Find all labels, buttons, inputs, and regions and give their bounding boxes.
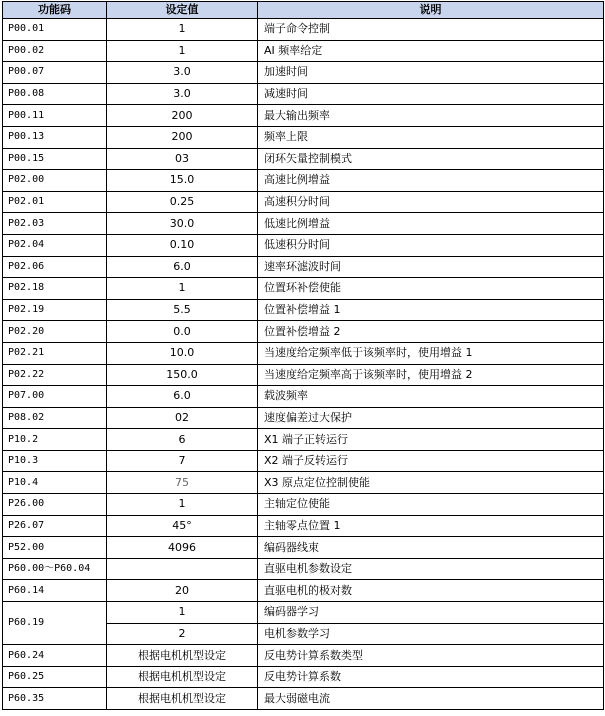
setting-value: 150.0 [107,364,258,386]
table-row [3,321,604,343]
description: 最大弱磁电流 [258,688,604,710]
description: X1 端子正转运行 [258,429,604,451]
table-row [3,494,604,516]
description: 速率环滤波时间 [258,256,604,278]
setting-value: 45° [107,515,258,537]
function-code: P02.06 [3,256,107,278]
description: 电机参数学习 [258,623,604,645]
table-row [3,558,604,580]
function-code: P60.19 [3,602,107,645]
function-code: P10.3 [3,450,107,472]
function-code: P08.02 [3,407,107,429]
table-row [3,213,604,235]
function-code: P02.19 [3,299,107,321]
table-row [3,645,604,667]
setting-value: 4096 [107,537,258,559]
table-row [3,19,604,41]
description: 高速积分时间 [258,191,604,213]
setting-value: 75 [107,472,258,494]
setting-value: 03 [107,148,258,170]
table-row [3,299,604,321]
setting-value: 1 [107,278,258,300]
table-row [3,407,604,429]
function-code: P07.00 [3,386,107,408]
description: 主轴零点位置 1 [258,515,604,537]
setting-value [107,558,258,580]
setting-value: 2 [107,623,258,645]
setting-value: 7 [107,450,258,472]
setting-value: 0.10 [107,234,258,256]
function-code: P00.01 [3,19,107,41]
description: 低速积分时间 [258,234,604,256]
table-row [3,83,604,105]
setting-value: 3.0 [107,83,258,105]
table-header-row [3,2,604,19]
description: 直驱电机参数设定 [258,558,604,580]
table-row [3,191,604,213]
function-code: P60.25 [3,666,107,688]
header-setting-value: 设定值 [107,2,258,19]
setting-value: 1 [107,40,258,62]
function-code: P10.2 [3,429,107,451]
setting-value: 5.5 [107,299,258,321]
description: 主轴定位使能 [258,494,604,516]
setting-value: 1 [107,19,258,41]
setting-value: 30.0 [107,213,258,235]
function-code: P60.24 [3,645,107,667]
description: 位置补偿增益 1 [258,299,604,321]
function-code: P02.03 [3,213,107,235]
table-row [3,105,604,127]
function-code: P52.00 [3,537,107,559]
table-row [3,386,604,408]
description: 直驱电机的极对数 [258,580,604,602]
setting-value: 1 [107,602,258,624]
table-row [3,472,604,494]
setting-value: 0.0 [107,321,258,343]
table-row [3,126,604,148]
description: 加速时间 [258,62,604,84]
table-row [3,148,604,170]
description: X3 原点定位控制使能 [258,472,604,494]
table-row [3,40,604,62]
function-code: P02.01 [3,191,107,213]
parameter-table [2,1,604,710]
description: 频率上限 [258,126,604,148]
function-code: P26.00 [3,494,107,516]
description: 编码器学习 [258,602,604,624]
function-code: P00.15 [3,148,107,170]
description: 反电势计算系数类型 [258,645,604,667]
function-code: P00.02 [3,40,107,62]
setting-value: 200 [107,126,258,148]
table-row [3,256,604,278]
description: 当速度给定频率高于该频率时，使用增益 2 [258,364,604,386]
setting-value: 0.25 [107,191,258,213]
description: 减速时间 [258,83,604,105]
function-code: P02.04 [3,234,107,256]
description: 反电势计算系数 [258,666,604,688]
table-row [3,515,604,537]
table-row [3,364,604,386]
function-code: P00.08 [3,83,107,105]
function-code: P02.20 [3,321,107,343]
table-row [3,429,604,451]
function-code: P60.00～P60.04 [3,558,107,580]
description: 编码器线束 [258,537,604,559]
function-code: P10.4 [3,472,107,494]
table-row [3,666,604,688]
description: AI 频率给定 [258,40,604,62]
setting-value: 6.0 [107,256,258,278]
setting-value: 6.0 [107,386,258,408]
table-row [3,688,604,710]
setting-value: 根据电机机型设定 [107,645,258,667]
description: 位置补偿增益 2 [258,321,604,343]
setting-value: 根据电机机型设定 [107,666,258,688]
setting-value: 02 [107,407,258,429]
table-row [3,537,604,559]
function-code: P00.07 [3,62,107,84]
setting-value: 15.0 [107,170,258,192]
header-function-code: 功能码 [3,2,107,19]
table-row [3,580,604,602]
setting-value: 20 [107,580,258,602]
description: 低速比例增益 [258,213,604,235]
description: 当速度给定频率低于该频率时，使用增益 1 [258,342,604,364]
function-code: P02.21 [3,342,107,364]
setting-value: 1 [107,494,258,516]
table-row [3,170,604,192]
table-row [3,450,604,472]
function-code: P60.14 [3,580,107,602]
function-code: P26.07 [3,515,107,537]
table-row [3,342,604,364]
table-row [3,278,604,300]
description: 闭环矢量控制模式 [258,148,604,170]
table-row [3,602,604,624]
header-description: 说明 [258,2,604,19]
description: 速度偏差过大保护 [258,407,604,429]
function-code: P02.18 [3,278,107,300]
description: 最大输出频率 [258,105,604,127]
function-code: P00.13 [3,126,107,148]
description: 高速比例增益 [258,170,604,192]
setting-value: 200 [107,105,258,127]
function-code: P00.11 [3,105,107,127]
table-row [3,234,604,256]
setting-value: 3.0 [107,62,258,84]
function-code: P02.00 [3,170,107,192]
setting-value: 10.0 [107,342,258,364]
table-row [3,62,604,84]
setting-value: 根据电机机型设定 [107,688,258,710]
function-code: P60.35 [3,688,107,710]
description: 位置环补偿使能 [258,278,604,300]
description: 端子命令控制 [258,19,604,41]
description: 载波频率 [258,386,604,408]
description: X2 端子反转运行 [258,450,604,472]
setting-value: 6 [107,429,258,451]
function-code: P02.22 [3,364,107,386]
